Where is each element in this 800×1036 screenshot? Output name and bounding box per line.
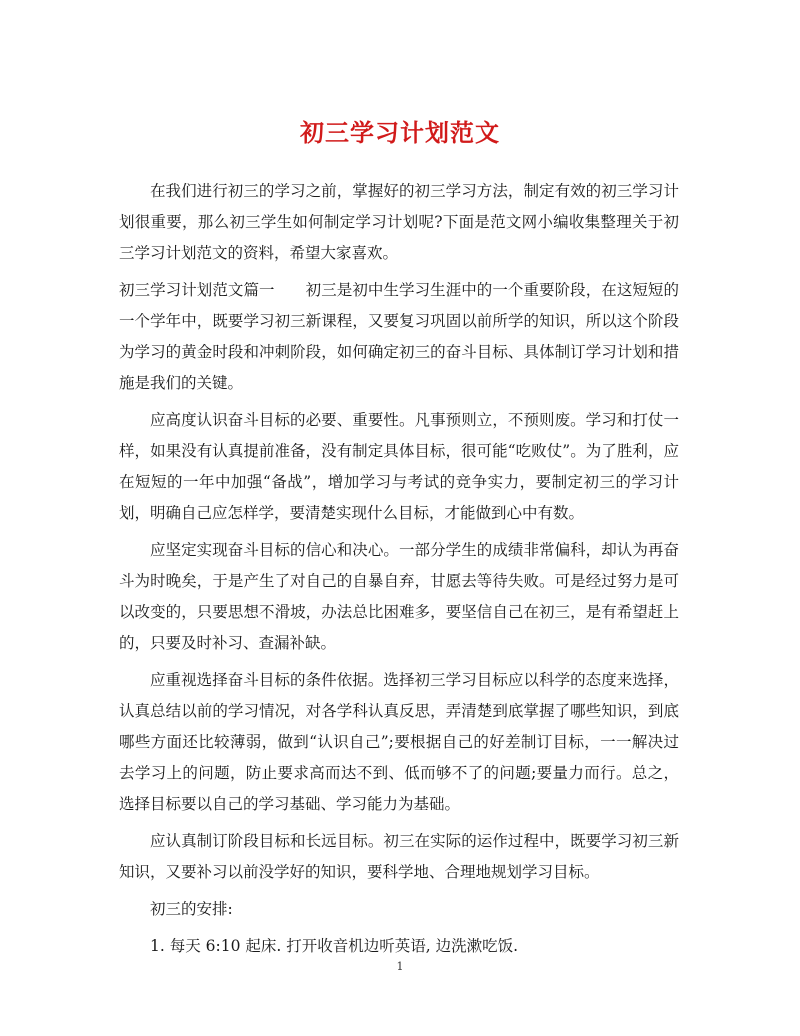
paragraph-intro: 在我们进行初三的学习之前，掌握好的初三学习方法，制定有效的初三学习计划很重要，那么初三学生如何制定学习计划呢?下面是范文网小编收集整理关于初三学习计划范文的资料，希望大家喜欢。 [119, 182, 679, 262]
paragraph-confidence: 应坚定实现奋斗目标的信心和决心。一部分学生的成绩非常偏科，却认为再奋斗为时晚矣，于是产生了对自己的自暴自弃，甘愿去等待失败。可是经过努力是可以改变的，只要思想不滑坡，办法总比困难多，要坚信自己在初三，是有希望赶上的，只要及时补习、查漏补缺。 [119, 541, 679, 652]
page-number: 1 [396, 960, 404, 973]
document-body [119, 176, 679, 968]
paragraph-section-one: 初三学习计划范文篇一 初三是初中生学习生涯中的一个重要阶段，在这短短的一个学年中，既要学习初三新课程，又要复习巩固以前所学的知识，所以这个阶段为学习的黄金时段和冲刺阶段，如何确定初三的奋斗目标、具体制订学习计划和措施是我们的关键。 [119, 281, 679, 392]
paragraph-goal-importance: 应高度认识奋斗目标的必要、重要性。凡事预则立，不预则废。学习和打仗一样，如果没有认真提前准备，没有制定具体目标，很可能“吃败仗”。为了胜利，应在短短的一年中加强“备战”，增加学习与考试的竞争实力，要制定初三的学习计划，明确自己应怎样学，要清楚实现什么目标，才能做到心中有数。 [119, 411, 679, 522]
paragraph-goal-basis: 应重视选择奋斗目标的条件依据。选择初三学习目标应以科学的态度来选择，认真总结以前的学习情况，对各学科认真反思，弄清楚到底掌握了哪些知识，到底哪些方面还比较薄弱，做到“认识自己”;要根据自己的好差制订目标，一一解决过去学习上的问题，防止要求高而达不到、低而够不了的问题;要量力而行。总之，选择目标要以自己的学习基础、学习能力为基础。 [119, 671, 679, 813]
paragraph-stage-goals: 应认真制订阶段目标和长远目标。初三在实际的运作过程中，既要学习初三新知识，又要补习以前没学好的知识，要科学地、合理地规划学习目标。 [119, 832, 679, 881]
document-title: 初三学习计划范文 [300, 118, 500, 147]
list-item: 1. 每天 6:10 起床. 打开收音机边听英语, 边洗漱吃饭. [150, 937, 519, 955]
paragraph-schedule-heading: 初三的安排: [150, 900, 233, 918]
